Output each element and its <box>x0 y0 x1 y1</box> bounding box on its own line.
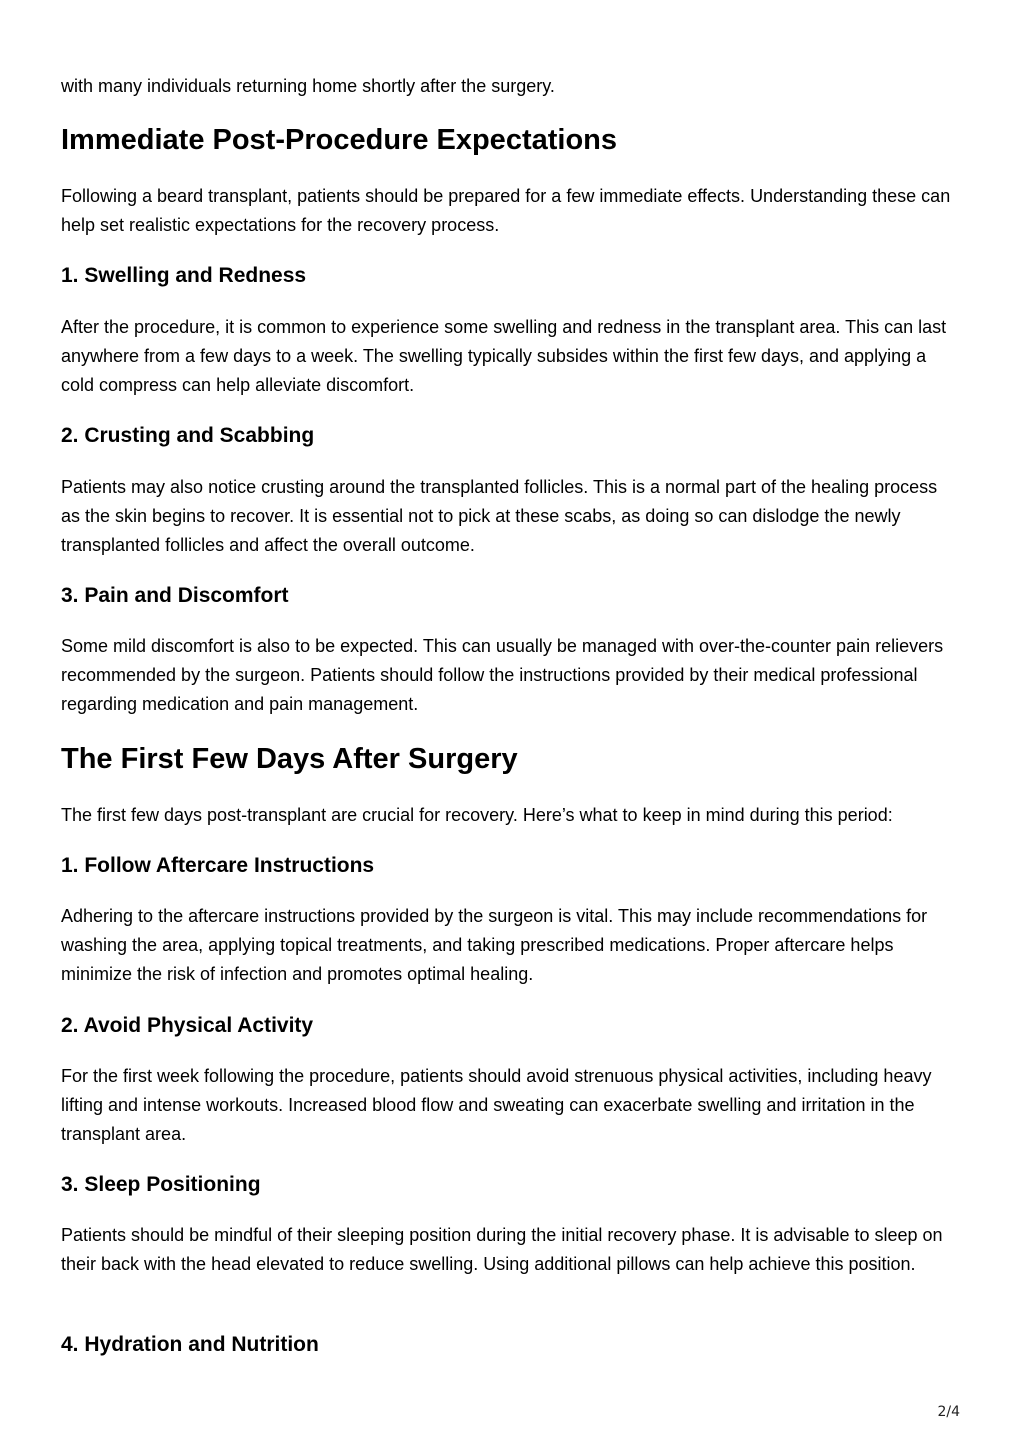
subheading-swelling: 1. Swelling and Redness <box>61 264 307 287</box>
paragraph-aftercare: Adhering to the aftercare instructions provided by the surgeon is vital. This may include recommendations for washing the area, applying topical treatments, and taking prescribed medications. Proper aftercare helps minimize the risk of infection and promotes optimal healing. <box>61 906 928 984</box>
subheading-hydration: 4. Hydration and Nutrition <box>61 1333 319 1356</box>
subheading-sleep: 3. Sleep Positioning <box>61 1173 261 1196</box>
paragraph-crusting: Patients may also notice crusting around the transplanted follicles. This is a normal part of the healing process as the skin begins to recover. It is essential not to pick at these scabs, as doing so can dislodge the newly transplanted follicles and affect the overall outcome. <box>61 477 938 555</box>
subheading-aftercare: 1. Follow Aftercare Instructions <box>61 854 375 877</box>
subheading-pain: 3. Pain and Discomfort <box>61 584 289 607</box>
paragraph-pain: Some mild discomfort is also to be expected. This can usually be managed with over-the-counter pain relievers recommended by the surgeon. Patients should follow the instructions provided by their medical professional regarding medication and pain management. <box>61 636 944 714</box>
section-heading-first-days: The First Few Days After Surgery <box>61 743 518 775</box>
subheading-crusting: 2. Crusting and Scabbing <box>61 424 315 447</box>
paragraph-sleep: Patients should be mindful of their sleeping position during the initial recovery phase. It is advisable to sleep on their back with the head elevated to reduce swelling. Using additional pillows can help achieve this position. <box>61 1225 943 1274</box>
page-number: 2/4 <box>937 1404 960 1420</box>
intro-tail-paragraph: with many individuals returning home shortly after the surgery. <box>61 76 555 96</box>
section-intro-first-days: The first few days post-transplant are crucial for recovery. Here’s what to keep in mind during this period: <box>61 805 893 825</box>
paragraph-swelling: After the procedure, it is common to experience some swelling and redness in the transplant area. This can last anywhere from a few days to a week. The swelling typically subsides within the first few days, and applying a cold compress can help alleviate discomfort. <box>61 317 947 395</box>
section-intro-immediate: Following a beard transplant, patients should be prepared for a few immediate effects. Understanding these can help set realistic expectations for the recovery process. <box>61 186 951 235</box>
subheading-physical-activity: 2. Avoid Physical Activity <box>61 1014 314 1037</box>
section-heading-immediate: Immediate Post-Procedure Expectations <box>61 124 617 156</box>
paragraph-physical-activity: For the first week following the procedure, patients should avoid strenuous physical activities, including heavy lifting and intense workouts. Increased blood flow and sweating can exacerbate swelling and irritation in the transplant area. <box>61 1066 932 1144</box>
